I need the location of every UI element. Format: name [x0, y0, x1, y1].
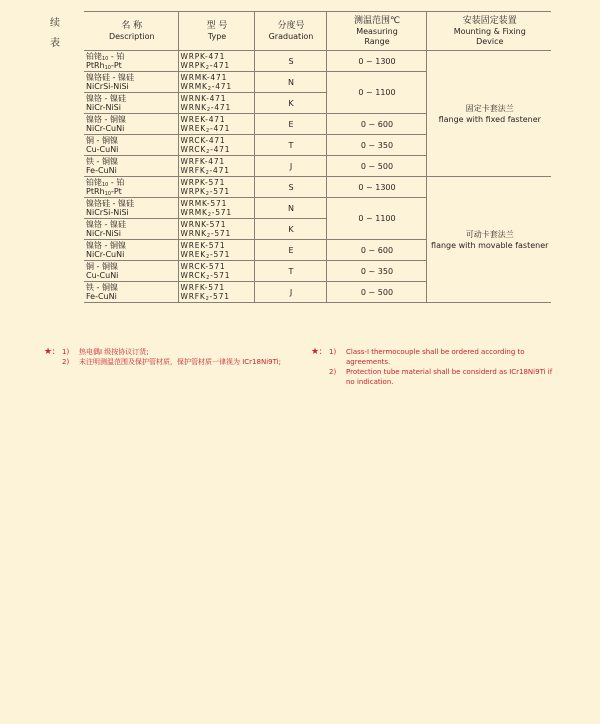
- row-type: WREK-571 $WREK_2-571$: [178, 240, 254, 261]
- row-description: 镍铬 - 镍硅 NiCr-NiSi: [84, 219, 178, 240]
- notes-english: [311, 347, 561, 387]
- row-graduation: S: [254, 177, 326, 198]
- row-range: 0 ~ 350: [326, 135, 426, 156]
- row-type: WRFK-571 $WRFK_2-571$: [178, 282, 254, 303]
- row-description: 镍铬硅 - 镍硅 NiCrSi-NiSi: [84, 198, 178, 219]
- side-label-2: 表: [50, 38, 60, 49]
- row-type: WRPK-571 $WRPK_2-571$: [178, 177, 254, 198]
- row-type: WRNK-471 $WRNK_2-471$: [178, 93, 254, 114]
- row-type: WRNK-571 $WRNK_2-571$: [178, 219, 254, 240]
- row-range: 0 ~ 500: [326, 282, 426, 303]
- row-range: 0 ~ 1300: [326, 177, 426, 198]
- spec-table: [84, 11, 551, 303]
- note-item: 2) 未注明测温范围及保护管材质，保护管材质一律视为 ICr18Ni9Ti;: [62, 358, 281, 366]
- notes-chinese: [44, 347, 304, 367]
- row-description: 镍铬 - 镍硅 NiCr-NiSi: [84, 93, 178, 114]
- row-description: 铜 - 铜镍 Cu-CuNi: [84, 135, 178, 156]
- row-range: 0 ~ 1300: [326, 51, 426, 72]
- row-range: 0 ~ 350: [326, 261, 426, 282]
- row-type: WRMK-471 $WRMK_2-471$: [178, 72, 254, 93]
- header-type: 型 号 Type: [178, 12, 254, 51]
- side-label-1: 续: [50, 18, 60, 29]
- row-description: 铂铑$_{10}$ - 铂 PtRh$_{10}$-Pt: [84, 51, 178, 72]
- row-type: WRCK-571 $WRCK_2-571$: [178, 261, 254, 282]
- row-graduation: T: [254, 135, 326, 156]
- row-graduation: E: [254, 240, 326, 261]
- star-icon: ★:: [311, 347, 323, 357]
- star-icon: ★:: [44, 347, 56, 357]
- row-graduation: J: [254, 156, 326, 177]
- row-type: WREK-471 $WREK_2-471$: [178, 114, 254, 135]
- table-row: [84, 177, 551, 198]
- header-range: 测温范围℃ Measuring Range: [326, 12, 426, 51]
- note-item: 1) 热电偶I 级按协议订货;: [62, 348, 149, 356]
- row-range: 0 ~ 1100: [326, 72, 426, 114]
- row-graduation: S: [254, 51, 326, 72]
- row-range: 0 ~ 500: [326, 156, 426, 177]
- header-mounting: 安装固定装置 Mounting & Fixing Device: [426, 12, 551, 51]
- row-description: 铁 - 铜镍 Fe-CuNi: [84, 156, 178, 177]
- note-item: 1) Class-I thermocouple shall be ordered according to agreements.: [329, 348, 525, 366]
- note-item: 2) Protection tube material shall be considerd as ICr18Ni9Ti if no indication.: [329, 368, 553, 386]
- table-row: [84, 51, 551, 72]
- row-description: 镍铬 - 铜镍 NiCr-CuNi: [84, 114, 178, 135]
- row-type: WRCK-471 $WRCK_2-471$: [178, 135, 254, 156]
- row-graduation: J: [254, 282, 326, 303]
- row-type: WRMK-571 $WRMK_2-571$: [178, 198, 254, 219]
- row-type: WRPK-471 $WRPK_2-471$: [178, 51, 254, 72]
- row-type: WRFK-471 $WRFK_2-471$: [178, 156, 254, 177]
- header-description: 名 称 Description: [84, 12, 178, 51]
- row-description: 镍铬 - 铜镍 NiCr-CuNi: [84, 240, 178, 261]
- row-graduation: K: [254, 219, 326, 240]
- row-graduation: N: [254, 72, 326, 93]
- row-range: 0 ~ 1100: [326, 198, 426, 240]
- row-description: 铜 - 铜镍 Cu-CuNi: [84, 261, 178, 282]
- row-description: 铁 - 铜镍 Fe-CuNi: [84, 282, 178, 303]
- row-range: 0 ~ 600: [326, 240, 426, 261]
- row-range: 0 ~ 600: [326, 114, 426, 135]
- header-graduation: 分度号 Graduation: [254, 12, 326, 51]
- row-description: 铂铑$_{10}$ - 铂 PtRh$_{10}$-Pt: [84, 177, 178, 198]
- row-graduation: E: [254, 114, 326, 135]
- mounting-movable: 可动卡套法兰 flange with movable fastener: [426, 177, 551, 303]
- row-graduation: N: [254, 198, 326, 219]
- row-graduation: T: [254, 261, 326, 282]
- row-description: 镍铬硅 - 镍硅 NiCrSi-NiSi: [84, 72, 178, 93]
- mounting-fixed: 固定卡套法兰 flange with fixed fastener: [426, 51, 551, 177]
- row-graduation: K: [254, 93, 326, 114]
